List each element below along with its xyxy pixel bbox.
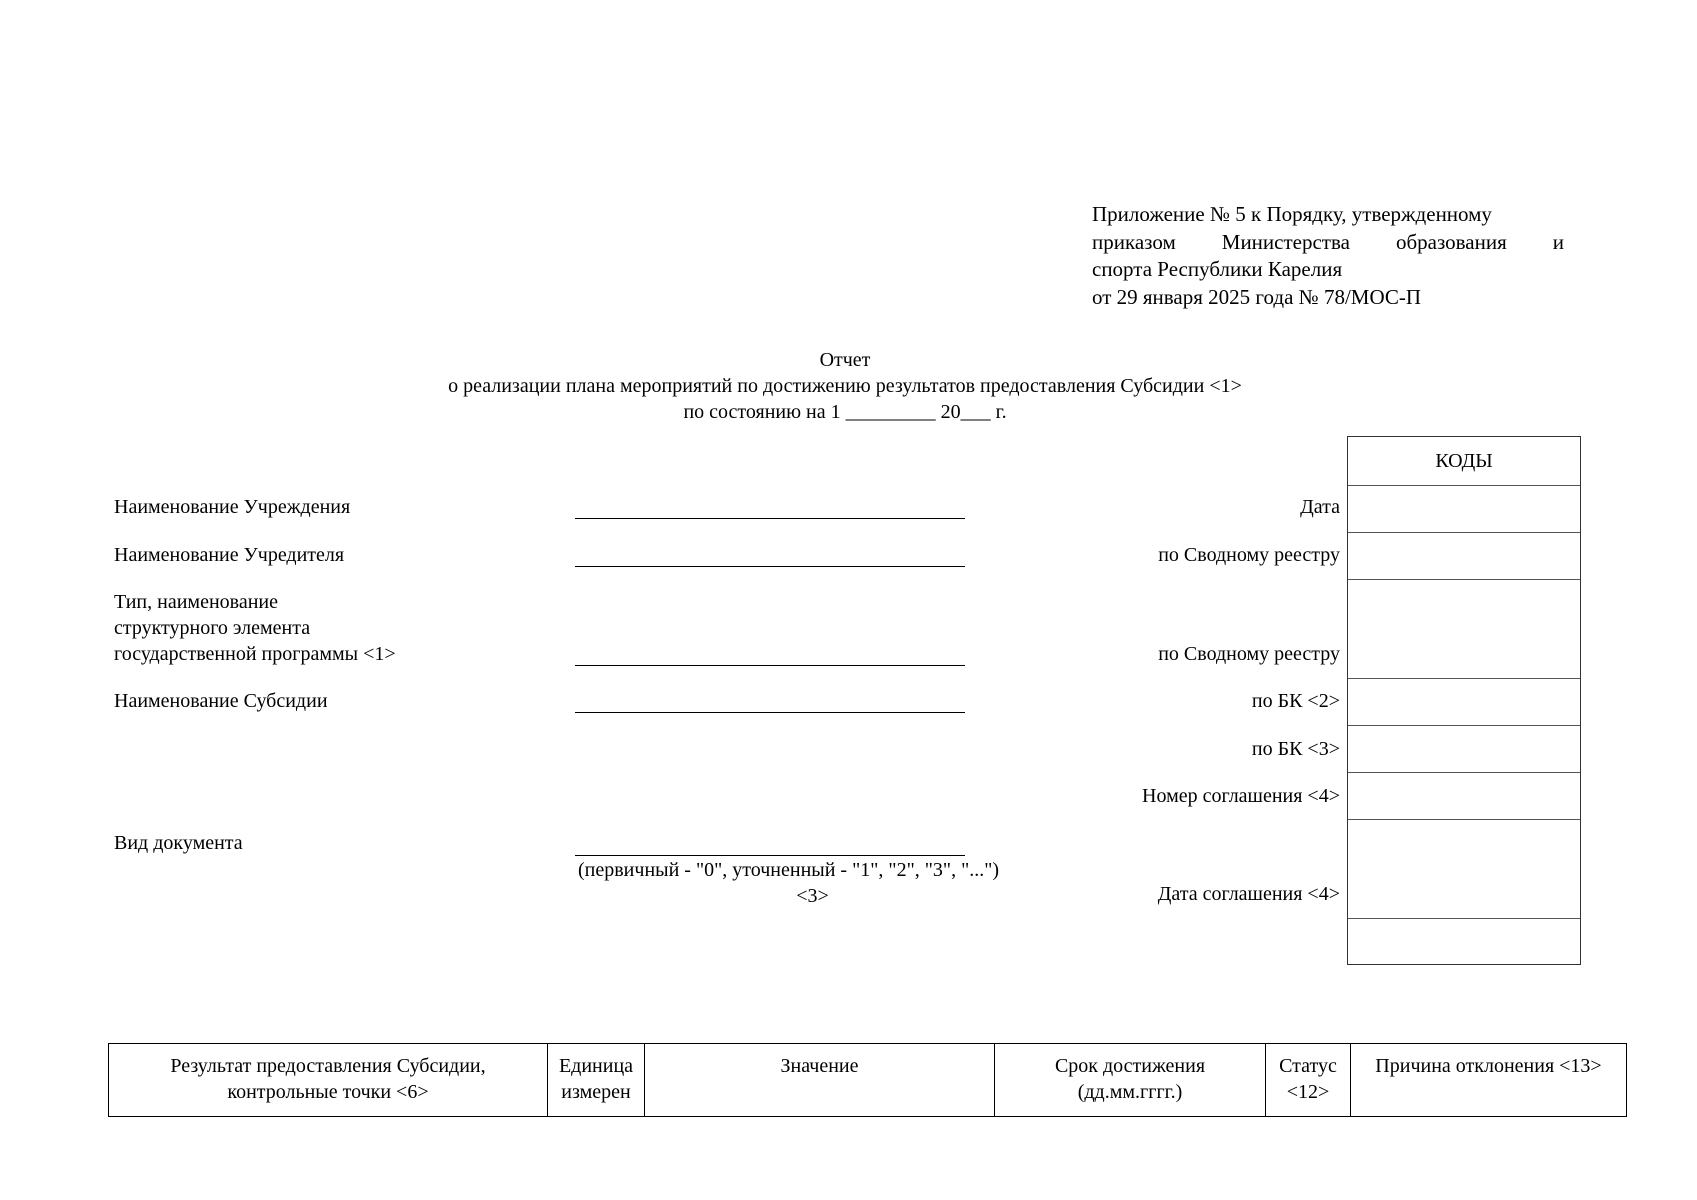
report-date-line: по состоянию на 1 _________ 20___ г. [683, 401, 1007, 423]
col-deadline-line-2: (дд.мм.гггг.) [1077, 1081, 1183, 1103]
col-status [1265, 1044, 1350, 1116]
col-unit [547, 1044, 644, 1116]
doc-type-note: <3> [796, 885, 829, 907]
institution-label: Наименование Учреждения [114, 496, 351, 518]
code-label-agreement-date: Дата соглашения <4> [1157, 883, 1340, 905]
col-value [644, 1044, 994, 1116]
appendix-word: приказом [1092, 229, 1176, 254]
code-label-bk-2: по БК <2> [1251, 690, 1340, 712]
subsidy-label: Наименование Субсидии [114, 690, 328, 712]
program-label-line-1: Тип, наименование [114, 591, 278, 613]
appendix-line-2 [1092, 229, 1564, 257]
col-status-line-2: <12> [1286, 1081, 1330, 1103]
appendix-word: образования [1395, 229, 1507, 254]
doc-type-field[interactable] [575, 855, 965, 856]
code-cell-agreement-number[interactable] [1348, 772, 1580, 819]
code-label-agreement-number: Номер соглашения <4> [1142, 785, 1340, 807]
code-cell-registry[interactable] [1348, 532, 1580, 579]
code-cell-extra[interactable] [1348, 918, 1580, 964]
appendix-note [1092, 201, 1564, 311]
code-cell-bk-3[interactable] [1348, 725, 1580, 772]
appendix-word: Министерства [1221, 229, 1350, 254]
appendix-line-3: спорта Республики Карелия [1092, 257, 1343, 281]
code-label-registry: по Сводному реестру [1158, 544, 1340, 566]
col-deadline-line-1: Срок достижения [1054, 1055, 1206, 1077]
col-value-label: Значение [780, 1055, 859, 1077]
doc-type-hint: (первичный - "0", уточненный - "1", "2", "3", "...") [578, 859, 1000, 881]
col-unit-line-1: Единица [558, 1055, 634, 1077]
code-cell-bk-2[interactable] [1348, 678, 1580, 725]
code-cell-agreement-date[interactable] [1348, 819, 1580, 918]
codes-header: КОДЫ [1435, 449, 1493, 472]
col-unit-line-2: измерен [561, 1081, 631, 1103]
program-label-line-2: структурного элемента [114, 617, 311, 639]
appendix-line-4: от 29 января 2025 года № 78/МОС-П [1092, 284, 1422, 309]
col-result-line-1: Результат предоставления Субсидии, [170, 1055, 486, 1077]
appendix-line-1: Приложение № 5 к Порядку, утвержденному [1092, 202, 1492, 226]
founder-label: Наименование Учредителя [114, 544, 345, 566]
program-label-line-3: государственной программы <1> [114, 643, 396, 665]
code-label-bk-3: по БК <3> [1251, 738, 1340, 760]
codes-box [1347, 436, 1581, 965]
col-result [109, 1044, 547, 1116]
code-cell-date[interactable] [1348, 485, 1580, 532]
report-subtitle: о реализации плана мероприятий по достижению результатов предоставления Субсидии <1> [448, 375, 1242, 397]
code-cell-registry-program[interactable] [1348, 579, 1580, 678]
code-label-date: Дата [1300, 496, 1340, 518]
appendix-word: и [1552, 229, 1564, 254]
results-table [108, 1043, 1627, 1117]
col-deadline [994, 1044, 1265, 1116]
report-title: Отчет [819, 349, 871, 371]
col-status-line-1: Статус [1279, 1055, 1337, 1077]
col-deviation-reason-label: Причина отклонения <13> [1375, 1055, 1602, 1077]
col-deviation-reason [1350, 1044, 1626, 1116]
col-result-line-2: контрольные точки <6> [227, 1081, 429, 1103]
doc-type-label: Вид документа [114, 832, 243, 854]
code-label-registry-program: по Сводному реестру [1158, 643, 1340, 665]
